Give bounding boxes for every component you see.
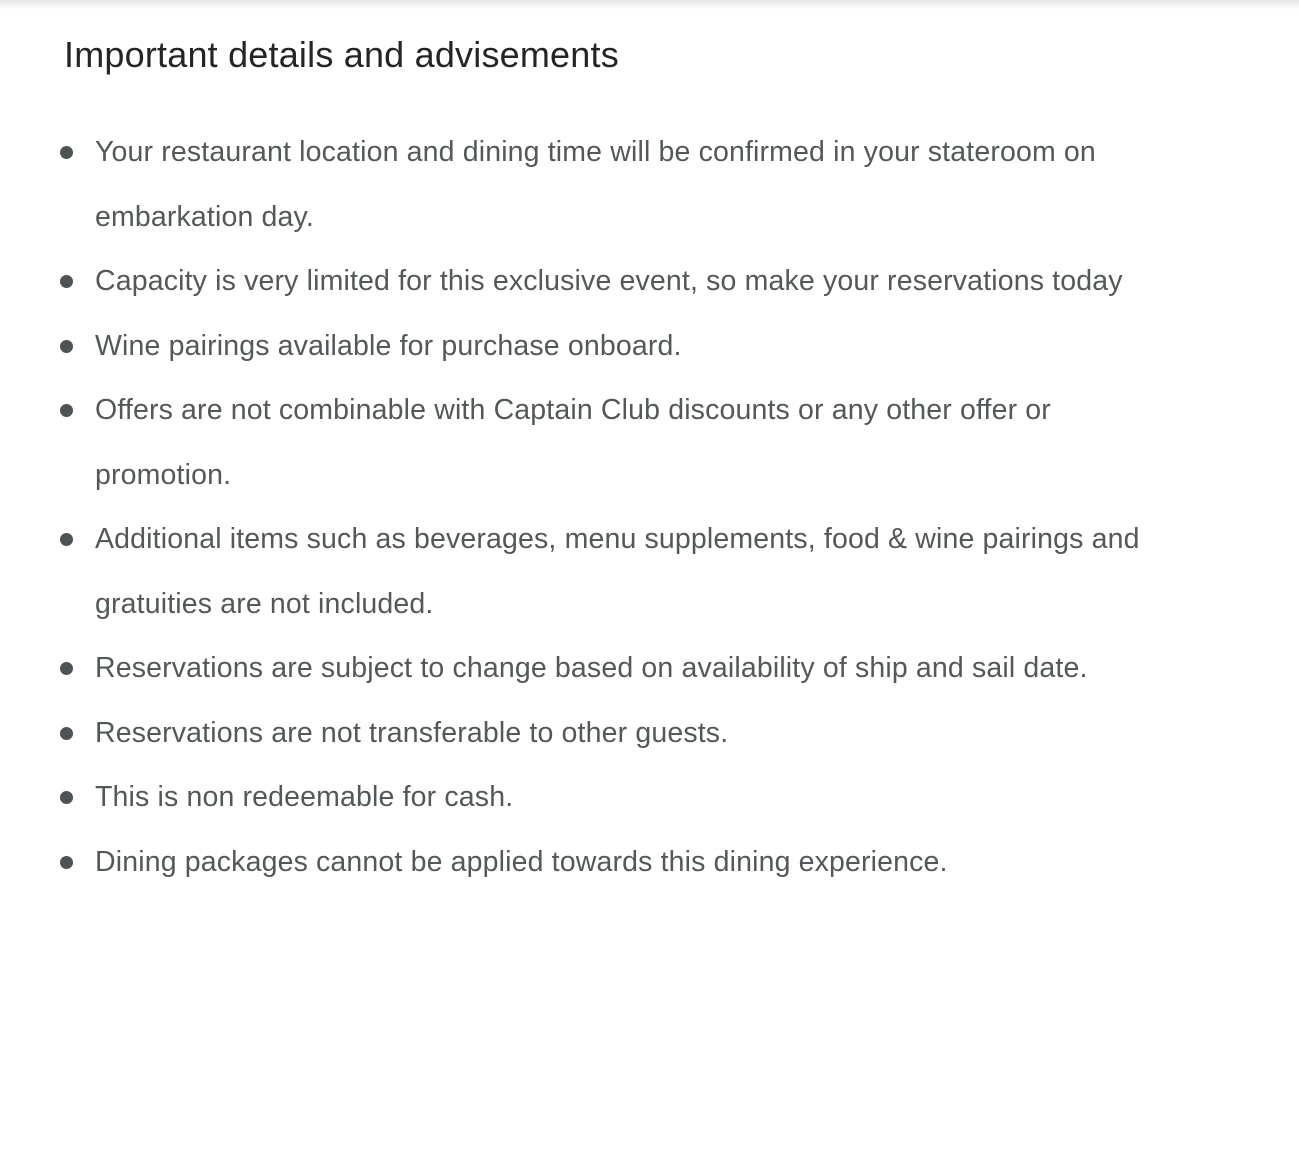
list-item-text: Dining packages cannot be applied towards this dining experience. <box>95 845 948 878</box>
list-item <box>0 507 1195 636</box>
bullet-icon <box>60 856 73 869</box>
section-heading: Important details and advisements <box>64 34 619 75</box>
list-item <box>0 830 1195 895</box>
bullet-icon <box>60 662 73 675</box>
list-item-text: Capacity is very limited for this exclusive event, so make your reservations today <box>95 265 1123 297</box>
bullet-icon <box>60 727 73 740</box>
list-item-text: Offers are not combinable with Captain Club discounts or any other offer or promotion. <box>95 394 1051 491</box>
bullet-icon <box>60 146 73 159</box>
list-item <box>0 636 1195 701</box>
bullet-icon <box>60 533 73 546</box>
list-item <box>0 378 1195 507</box>
bullet-icon <box>60 340 73 353</box>
list-item-text: This is non redeemable for cash. <box>95 781 514 813</box>
list-item <box>0 249 1195 314</box>
list-item-text: Your restaurant location and dining time will be confirmed in your stateroom on embarkation day. <box>95 136 1096 233</box>
list-item <box>0 701 1195 766</box>
list-item-text: Additional items such as beverages, menu supplements, food & wine pairings and gratuities are not included. <box>95 523 1140 620</box>
bullet-icon <box>60 404 73 417</box>
advisements-list <box>0 120 1299 894</box>
list-item <box>0 314 1195 379</box>
list-item-text: Reservations are not transferable to other guests. <box>95 716 729 749</box>
bullet-icon <box>60 791 73 804</box>
bullet-icon <box>60 275 73 288</box>
list-item <box>0 120 1195 249</box>
list-item <box>0 765 1195 830</box>
list-item-text: Reservations are subject to change based on availability of ship and sail date. <box>95 652 1088 684</box>
list-item-text: Wine pairings available for purchase onboard. <box>95 329 682 362</box>
